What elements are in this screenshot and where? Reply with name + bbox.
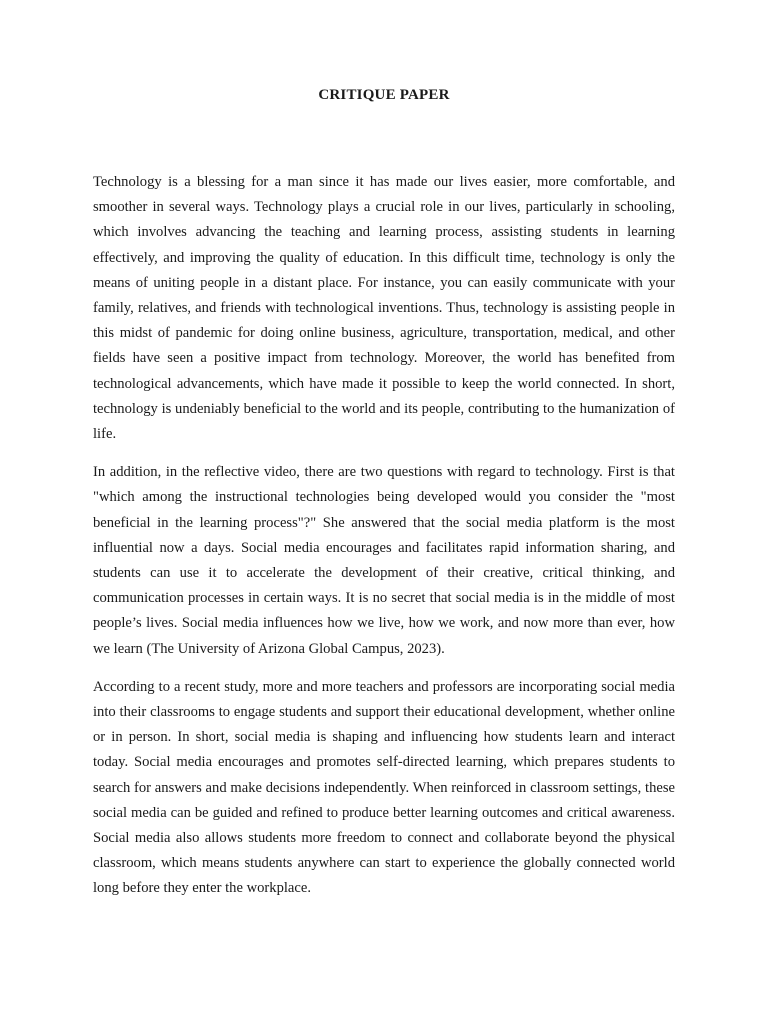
paragraph-3: According to a recent study, more and more teachers and professors are incorporating social media into their classrooms to engage students and support their educational development, whether online or in person. In short, social media is shaping and influencing how students learn and interact today. Social media encourages and promotes self-directed learning, which prepares students to search for answers and make decisions independently. When reinforced in classroom settings, these social media can be guided and refined to produce better learning outcomes and critical awareness. Social media also allows students more freedom to connect and collaborate beyond the physical classroom, which means students anywhere can start to experience the globally connected world long before they enter the workplace.	[93, 678, 675, 897]
paragraph-2: In addition, in the reflective video, there are two questions with regard to technology. First is that "which among the instructional technologies being developed would you consider the "most beneficial in the learning process"?" She answered that the social media platform is the most influential now a days. Social media encourages and facilitates rapid information sharing, and students can use it to accelerate the development of their creative, critical thinking, and communication processes in certain ways. It is no secret that social media is in the middle of most people’s lives. Social media influences how we live, how we work, and now more than ever, how we learn (The University of Arizona Global Campus, 2023).	[93, 464, 675, 657]
page-title: CRITIQUE PAPER	[318, 87, 450, 103]
paragraph-1: Technology is a blessing for a man since it has made our lives easier, more comfortable, and smoother in several ways. Technology plays a crucial role in our lives, particularly in schooling, which involves advancing the teaching and learning process, assisting students in learning effectively, and improving the quality of education. In this difficult time, technology is only the means of uniting people in a distant place. For instance, you can easily communicate with your family, relatives, and friends with technological inventions. Thus, technology is assisting people in this midst of pandemic for doing online business, agriculture, transportation, medical, and other fields have seen a positive impact from technology. Moreover, the world has benefited from technological advancements, which have made it possible to keep the world connected. In short, technology is undeniably beneficial to the world and its people, contributing to the humanization of life.	[93, 174, 675, 443]
document-body	[93, 170, 675, 915]
